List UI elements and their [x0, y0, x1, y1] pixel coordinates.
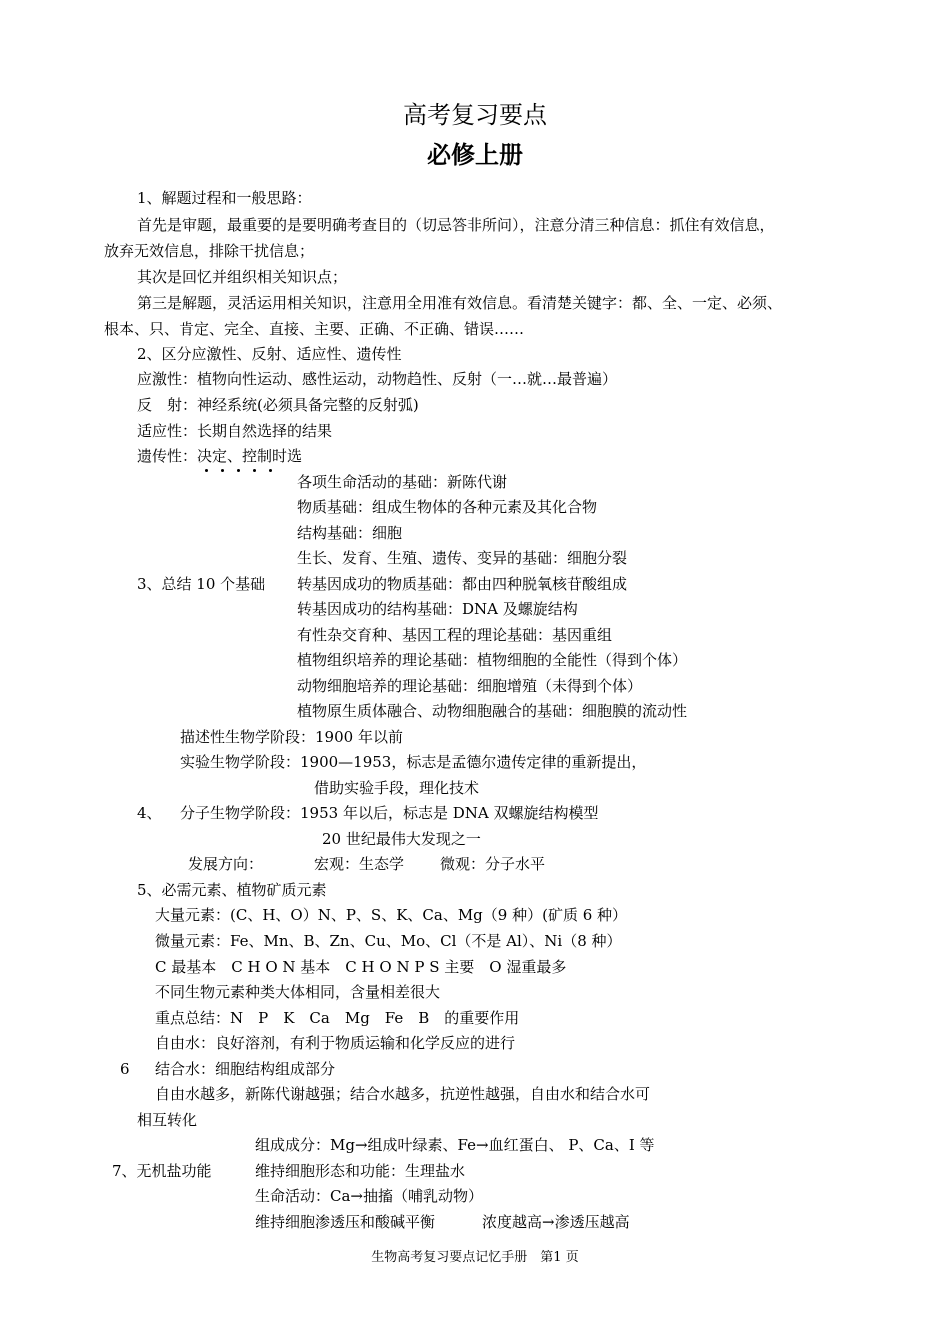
text-line: 20 世纪最伟大发现之一 [322, 830, 481, 848]
section-5-heading: 5、必需元素、植物矿质元素 [137, 881, 327, 899]
text-line: 结构基础：细胞 [297, 524, 403, 542]
text-line: 动物细胞培养的理论基础：细胞增殖（未得到个体） [297, 677, 643, 695]
text-line: 微观：分子水平 [440, 855, 546, 873]
text-line: 转基因成功的结构基础：DNA 及螺旋结构 [297, 600, 578, 618]
text-line: 适应性：长期自然选择的结果 [137, 422, 333, 440]
section-3-heading: 3、总结 10 个基础 [137, 575, 266, 593]
text-line: 描述性生物学阶段：1900 年以前 [180, 728, 403, 746]
text-line: 浓度越高→渗透压越高 [482, 1213, 630, 1231]
section-4-heading: 4、 [137, 804, 162, 822]
text-line: 反 射：神经系统(必须具备完整的反射弧) [137, 396, 419, 414]
emphasis-dots [205, 469, 285, 475]
text-line: 自由水：良好溶剂，有利于物质运输和化学反应的进行 [155, 1034, 516, 1052]
text-line: 遗传性：决定、控制时选 [137, 447, 303, 465]
text-line: 物质基础：组成生物体的各种元素及其化合物 [297, 498, 598, 516]
text-line: 分子生物学阶段：1953 年以后，标志是 DNA 双螺旋结构模型 [180, 804, 599, 822]
text-line: 各项生命活动的基础：新陈代谢 [297, 473, 508, 491]
text-line: 放弃无效信息，排除干扰信息； [104, 242, 315, 260]
text-line: 借助实验手段，理化技术 [314, 779, 480, 797]
text-line: 结合水：细胞结构组成部分 [155, 1060, 336, 1078]
section-1-heading: 1、解题过程和一般思路： [137, 189, 312, 207]
text-line: 转基因成功的物质基础：都由四种脱氧核苷酸组成 [297, 575, 628, 593]
text-line: 生长、发育、生殖、遗传、变异的基础：细胞分裂 [297, 549, 628, 567]
text-line: 首先是审题，最重要的是要明确考查目的（切忌答非所问），注意分清三种信息：抓住有效信息， [137, 216, 775, 234]
text-line: 植物原生质体融合、动物细胞融合的基础：细胞膜的流动性 [297, 702, 688, 720]
text-line: 宏观：生态学 [314, 855, 405, 873]
text-line: 自由水越多，新陈代谢越强；结合水越多，抗逆性越强，自由水和结合水可 [155, 1085, 651, 1103]
text-line: 有性杂交育种、基因工程的理论基础：基因重组 [297, 626, 613, 644]
text-line: 维持细胞渗透压和酸碱平衡 [255, 1213, 436, 1231]
document-subtitle: 必修上册 [427, 141, 523, 169]
text-line: 第三是解题，灵活运用相关知识，注意用全用准有效信息。看清楚关键字：都、全、一定、必须、 [137, 294, 783, 312]
text-line: 微量元素：Fe、Mn、B、Zn、Cu、Mo、Cl（不是 Al）、Ni（8 种） [155, 932, 622, 950]
document-title: 高考复习要点 [403, 101, 547, 129]
text-line: 实验生物学阶段：1900—1953，标志是孟德尔遗传定律的重新提出， [180, 753, 647, 771]
text-line: 根本、只、肯定、完全、直接、主要、正确、不正确、错误…… [104, 320, 525, 338]
text-line: 维持细胞形态和功能：生理盐水 [255, 1162, 466, 1180]
text-line: 发展方向： [188, 855, 264, 873]
section-7-heading: 7、无机盐功能 [112, 1162, 212, 1180]
text-line: 不同生物元素种类大体相同，含量相差很大 [155, 983, 441, 1001]
text-line: 植物组织培养的理论基础：植物细胞的全能性（得到个体） [297, 651, 688, 669]
text-line: 其次是回忆并组织相关知识点； [137, 268, 348, 286]
section-6-heading: 6 [120, 1060, 130, 1078]
text-line: 生命活动：Ca→抽搐（哺乳动物） [255, 1187, 483, 1205]
text-line: 相互转化 [137, 1111, 198, 1129]
text-line: 组成成分：Mg→组成叶绿素、Fe→血红蛋白、 P、Ca、I 等 [255, 1136, 655, 1154]
text-line: C 最基本 C H O N 基本 C H O N P S 主要 O 湿重最多 [155, 958, 567, 976]
text-line: 重点总结：N P K Ca Mg Fe B 的重要作用 [155, 1009, 520, 1027]
text-line: 应激性：植物向性运动、感性运动，动物趋性、反射（一…就…最普遍） [137, 370, 618, 388]
text-line: 大量元素：(C、H、O）N、P、S、K、Ca、Mg（9 种）(矿质 6 种） [155, 906, 628, 924]
section-2-heading: 2、区分应激性、反射、适应性、遗传性 [137, 345, 402, 363]
page-footer: 生物高考复习要点记忆手册 第1 页 [371, 1250, 579, 1265]
